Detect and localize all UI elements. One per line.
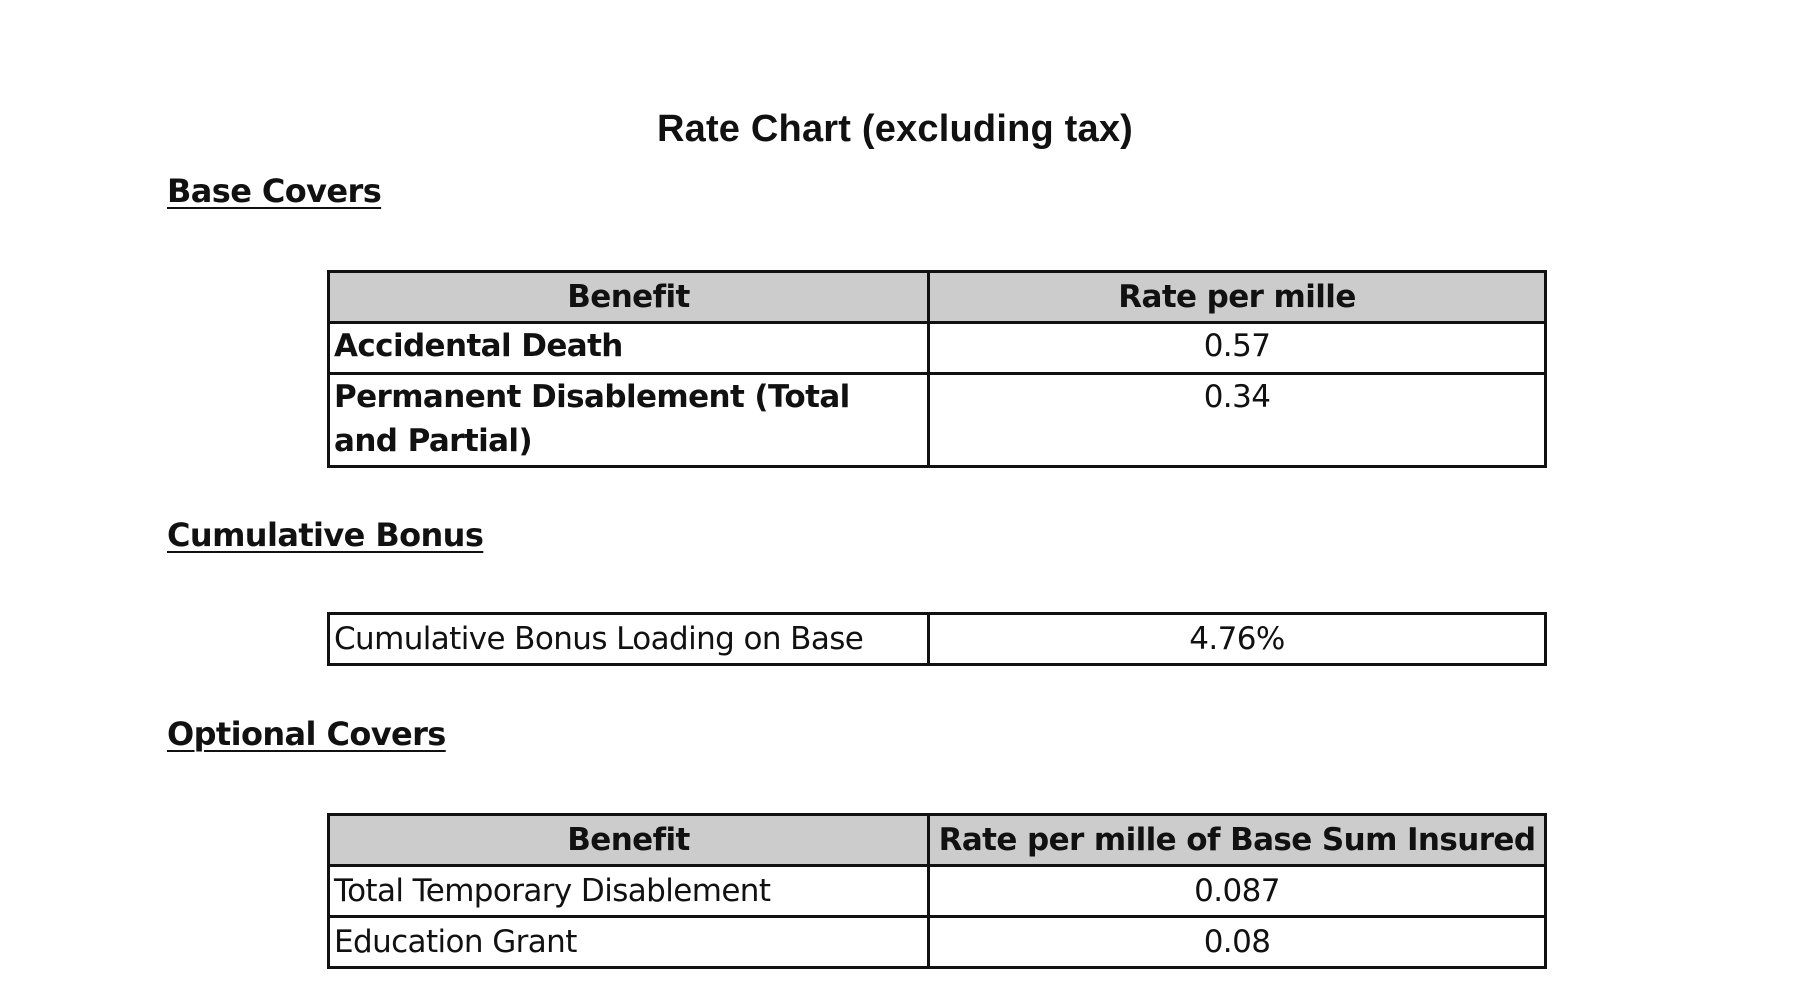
table-row	[329, 374, 1546, 467]
column-header-benefit: Benefit	[329, 272, 929, 323]
table-header-row	[329, 815, 1546, 866]
benefit-cell: Permanent Disablement (Total and Partial)	[329, 374, 929, 467]
table-header-row	[329, 272, 1546, 323]
table-row	[329, 917, 1546, 968]
base-covers-table	[327, 270, 1547, 468]
benefit-cell: Education Grant	[329, 917, 929, 968]
cumulative-bonus-table	[327, 612, 1547, 666]
page-title: Rate Chart (excluding tax)	[656, 108, 1134, 150]
table-row	[329, 866, 1546, 917]
optional-covers-table	[327, 813, 1547, 969]
rate-cell: 0.08	[929, 917, 1546, 968]
bonus-label-cell: Cumulative Bonus Loading on Base	[329, 614, 929, 665]
column-header-rate: Rate per mille	[929, 272, 1546, 323]
table-row	[329, 614, 1546, 665]
benefit-cell: Accidental Death	[329, 323, 929, 374]
benefit-cell: Total Temporary Disablement	[329, 866, 929, 917]
section-heading-cumulative-bonus: Cumulative Bonus	[167, 516, 484, 554]
bonus-value-cell: 4.76%	[929, 614, 1546, 665]
section-heading-optional-covers: Optional Covers	[167, 715, 446, 753]
rate-cell: 0.087	[929, 866, 1546, 917]
rate-cell: 0.57	[929, 323, 1546, 374]
column-header-rate: Rate per mille of Base Sum Insured	[929, 815, 1546, 866]
table-row	[329, 323, 1546, 374]
column-header-benefit: Benefit	[329, 815, 929, 866]
rate-cell: 0.34	[929, 374, 1546, 467]
section-heading-base-covers: Base Covers	[167, 172, 382, 210]
